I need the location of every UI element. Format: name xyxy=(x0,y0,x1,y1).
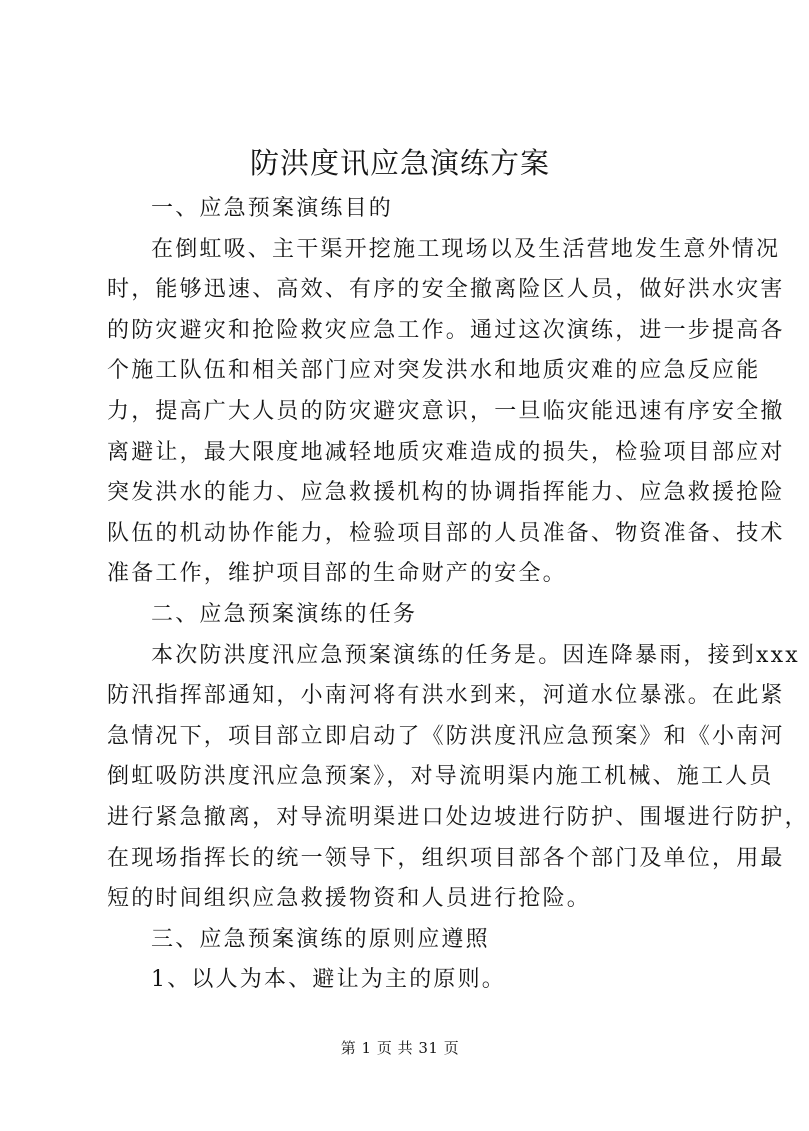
paragraph-line: 短的时间组织应急救援物资和人员进行抢险。 xyxy=(107,886,592,912)
section-heading: 一、应急预案演练目的 xyxy=(151,196,394,221)
section-heading: 三、应急预案演练的原则应遵照 xyxy=(151,926,490,952)
paragraph-line: 急情况下，项目部立即启动了《防洪度汛应急预案》和《小南河 xyxy=(107,723,785,749)
paragraph-line: 准备工作，维护项目部的生命财产的安全。 xyxy=(107,561,567,587)
paragraph-line: 本次防洪度汛应急预案演练的任务是。因连降暴雨，接到xxx xyxy=(151,642,800,668)
paragraph-line: 进行紧急撤离，对导流明渠进口处边坡进行防护、围堰进行防护， xyxy=(107,804,809,830)
section-heading: 二、应急预案演练的任务 xyxy=(151,601,418,627)
paragraph-line: 在现场指挥长的统一领导下，组织项目部各个部门及单位，用最 xyxy=(107,845,785,871)
paragraph-line: 时，能够迅速、高效、有序的安全撤离险区人员，做好洪水灾害 xyxy=(107,277,785,303)
paragraph-line: 个施工队伍和相关部门应对突发洪水和地质灾难的应急反应能 xyxy=(107,358,761,384)
paragraph-line: 突发洪水的能力、应急救援机构的协调指挥能力、应急救援抢险 xyxy=(107,480,785,506)
page-title: 防洪度讯应急演练方案 xyxy=(249,146,550,180)
paragraph-line: 防汛指挥部通知，小南河将有洪水到来，河道水位暴涨。在此紧 xyxy=(107,683,785,709)
paragraph-line: 倒虹吸防洪度汛应急预案》，对导流明渠内施工机械、施工人员 xyxy=(107,764,774,790)
paragraph-line: 的防灾避灾和抢险救灾应急工作。通过这次演练，进一步提高各 xyxy=(107,317,785,343)
paragraph-line: 离避让，最大限度地减轻地质灾难造成的损失，检验项目部应对 xyxy=(107,439,785,465)
paragraph-line: 在倒虹吸、主干渠开挖施工现场以及生活营地发生意外情况 xyxy=(151,236,781,262)
paragraph-line: 1、以人为本、避让为主的原则。 xyxy=(151,967,506,993)
paragraph-line: 力，提高广大人员的防灾避灾意识，一旦临灾能迅速有序安全撤 xyxy=(107,398,785,424)
document-body xyxy=(107,189,809,1001)
paragraph-line: 队伍的机动协作能力，检验项目部的人员准备、物资准备、技术 xyxy=(107,520,785,546)
page-footer: 第 1 页 共 31 页 xyxy=(340,1039,460,1057)
